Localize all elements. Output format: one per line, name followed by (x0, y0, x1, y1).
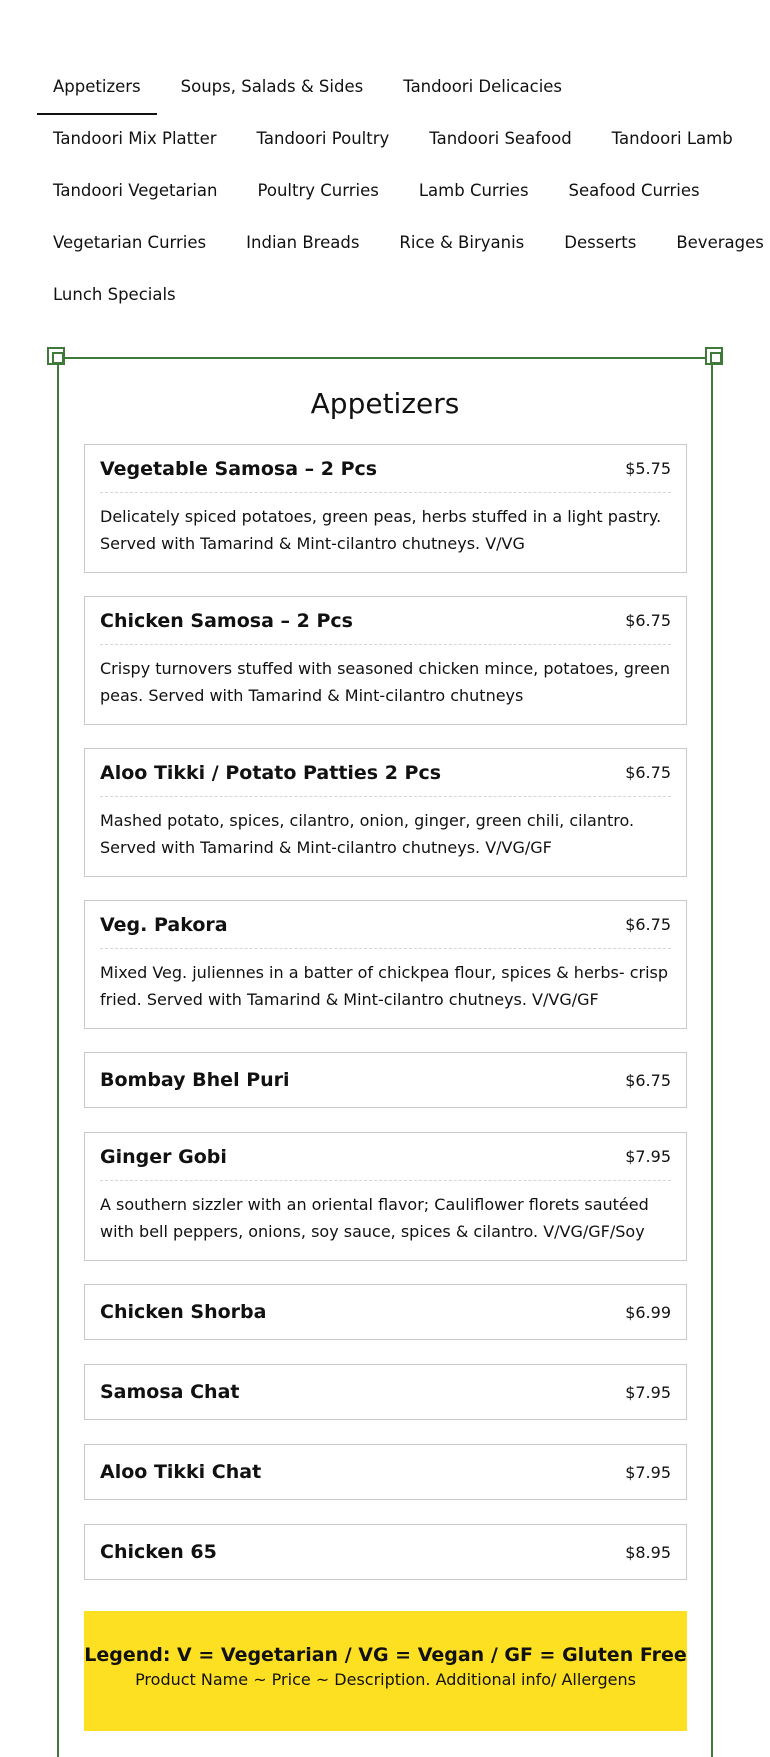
menu-item-name: Chicken 65 (100, 1541, 217, 1563)
menu-item-header (100, 1133, 671, 1181)
menu-item-price: $6.75 (625, 1070, 671, 1090)
legend-title: Legend: V = Vegetarian / VG = Vegan / GF = Gluten Free (84, 1644, 687, 1666)
tab-tandoori-delicacies[interactable]: Tandoori Delicacies (403, 77, 563, 96)
menu-item-description: Delicately spiced potatoes, green peas, herbs stuffed in a light pastry. Served with Tamarind & Mint-cilantro chutneys. V/VG (100, 507, 662, 553)
menu-item (84, 1132, 687, 1261)
menu-item (84, 1524, 687, 1580)
menu-item-price: $7.95 (625, 1382, 671, 1402)
section-title: Appetizers (310, 387, 460, 420)
menu-item-header (100, 749, 671, 797)
tab-tandoori-vegetarian[interactable]: Tandoori Vegetarian (53, 181, 218, 200)
menu-item-header (85, 1053, 686, 1107)
menu-item-name: Veg. Pakora (100, 913, 228, 936)
menu-item (84, 1444, 687, 1500)
menu-item-name: Aloo Tikki Chat (100, 1461, 262, 1483)
menu-item-price: $7.95 (625, 1147, 671, 1166)
menu-item-header (100, 597, 671, 645)
menu-item-price: $6.75 (625, 763, 671, 782)
menu-item-name: Bombay Bhel Puri (100, 1069, 290, 1091)
menu-item-header (85, 1525, 686, 1579)
menu-item-description: Crispy turnovers stuffed with seasoned chicken mince, potatoes, green peas. Served with Tamarind & Mint-cilantro chutneys (100, 659, 670, 705)
corner-ornament (705, 347, 723, 365)
tab-appetizers[interactable]: Appetizers (37, 63, 157, 115)
tab-soups-salads-sides[interactable]: Soups, Salads & Sides (180, 77, 364, 96)
tab-indian-breads[interactable]: Indian Breads (246, 233, 360, 252)
menu-item-header (100, 445, 671, 493)
tab-poultry-curries[interactable]: Poultry Curries (257, 181, 379, 200)
tab-row (37, 167, 737, 219)
tab-tandoori-lamb[interactable]: Tandoori Lamb (611, 129, 733, 148)
menu-item (84, 1364, 687, 1420)
menu-item-price: $6.75 (625, 611, 671, 630)
tab-seafood-curries[interactable]: Seafood Curries (568, 181, 700, 200)
menu-item-name: Samosa Chat (100, 1381, 240, 1403)
menu-item-name: Chicken Samosa – 2 Pcs (100, 609, 353, 632)
menu-item (84, 444, 687, 573)
menu-item (84, 900, 687, 1029)
tab-row (37, 219, 764, 271)
menu-item-description: A southern sizzler with an oriental flavor; Cauliflower florets sautéed with bell peppers, onions, soy sauce, spices & cilantro. V/VG/GF/Soy (100, 1195, 649, 1241)
tab-rice-biryanis[interactable]: Rice & Biryanis (399, 233, 525, 252)
menu-item-name: Vegetable Samosa – 2 Pcs (100, 457, 378, 480)
corner-ornament (47, 347, 65, 365)
menu-item-price: $6.99 (625, 1302, 671, 1322)
tab-row (37, 115, 737, 167)
tab-tandoori-seafood[interactable]: Tandoori Seafood (429, 129, 572, 148)
menu-item (84, 748, 687, 877)
menu-item-price: $5.75 (625, 459, 671, 478)
legend-box (84, 1611, 687, 1731)
tab-vegetarian-curries[interactable]: Vegetarian Curries (53, 233, 207, 252)
category-tabs (37, 63, 764, 323)
menu-item-name: Chicken Shorba (100, 1301, 267, 1323)
menu-item-price: $8.95 (625, 1542, 671, 1562)
tab-lunch-specials[interactable]: Lunch Specials (53, 285, 176, 304)
tab-desserts[interactable]: Desserts (564, 233, 637, 252)
tab-tandoori-poultry[interactable]: Tandoori Poultry (256, 129, 390, 148)
menu-item-description: Mixed Veg. juliennes in a batter of chickpea flour, spices & herbs- crisp fried. Served with Tamarind & Mint-cilantro chutneys. V/VG/GF (100, 963, 669, 1009)
tab-row (37, 63, 737, 115)
menu-item (84, 596, 687, 725)
menu-item-name: Aloo Tikki / Potato Patties 2 Pcs (100, 761, 442, 784)
menu-item-price: $6.75 (625, 915, 671, 934)
tab-lamb-curries[interactable]: Lamb Curries (418, 181, 529, 200)
legend-subtitle: Product Name ~ Price ~ Description. Additional info/ Allergens (135, 1670, 636, 1689)
tab-row (37, 271, 737, 323)
menu-panel (57, 357, 713, 1757)
menu-item-price: $7.95 (625, 1462, 671, 1482)
menu-item-header (85, 1445, 686, 1499)
tab-beverages[interactable]: Beverages (676, 233, 764, 252)
menu-item-header (85, 1365, 686, 1419)
menu-item-header (100, 901, 671, 949)
menu-item-description: Mashed potato, spices, cilantro, onion, ginger, green chili, cilantro. Served with Tamarind & Mint-cilantro chutneys. V/VG/GF (100, 811, 635, 857)
tab-tandoori-mix-platter[interactable]: Tandoori Mix Platter (53, 129, 217, 148)
menu-item (84, 1052, 687, 1108)
menu-item-name: Ginger Gobi (100, 1145, 227, 1168)
menu-item (84, 1284, 687, 1340)
menu-item-header (85, 1285, 686, 1339)
